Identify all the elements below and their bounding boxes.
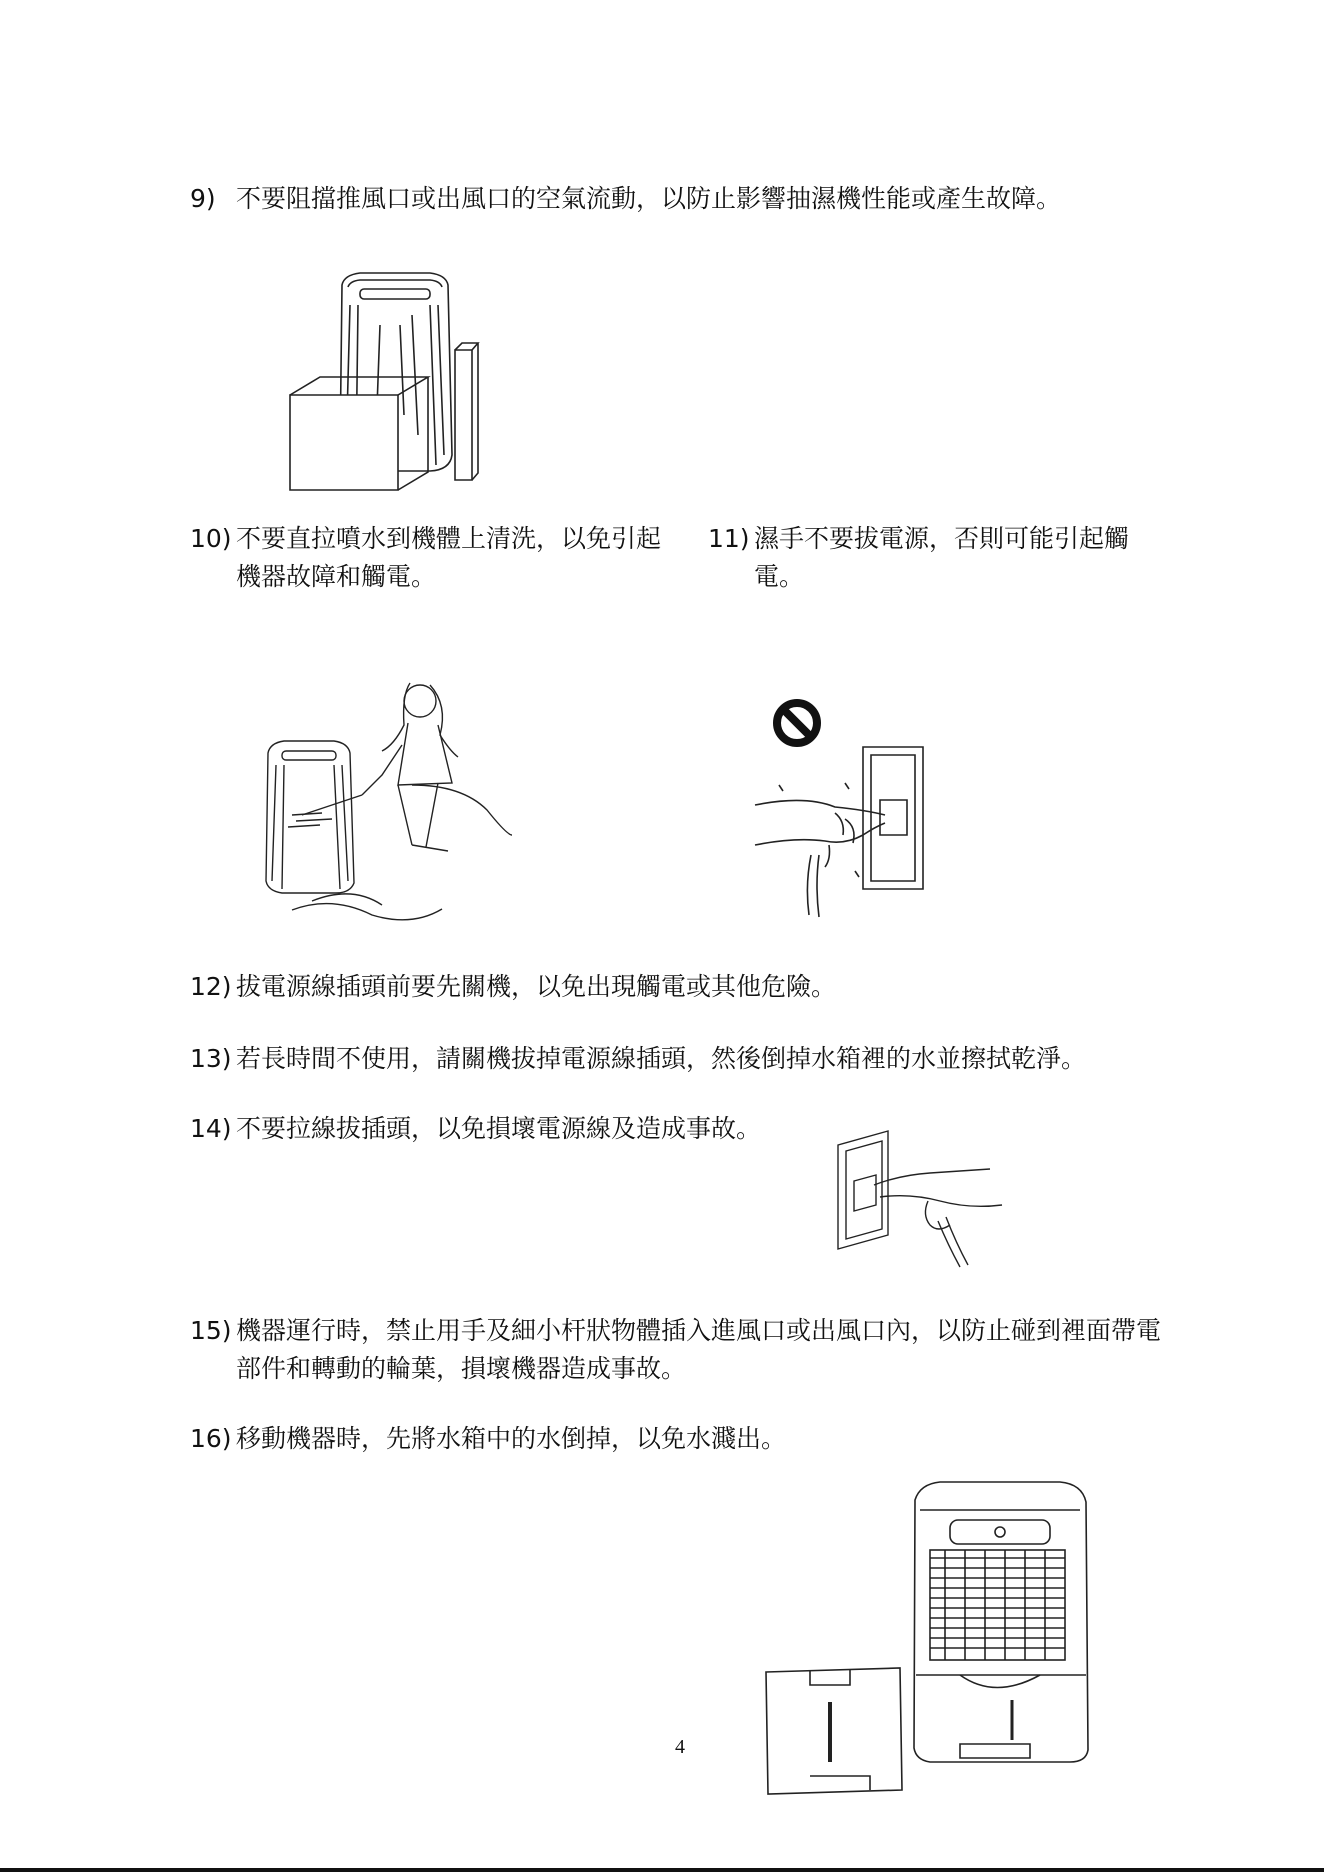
page-number: 4 [675, 1736, 685, 1758]
item-number: 9) [190, 184, 216, 213]
item-number: 10) [190, 524, 232, 553]
item-text: 移動機器時，先將水箱中的水倒掉，以免水濺出。 [236, 1424, 787, 1453]
item-number: 13) [190, 1044, 232, 1073]
item-number: 15) [190, 1316, 232, 1345]
item-text: 濕手不要拔電源，否則可能引起觸電。 [754, 524, 1130, 591]
item-text: 若長時間不使用，請關機拔掉電源線插頭，然後倒掉水箱裡的水並擦拭乾淨。 [236, 1044, 1087, 1073]
water-tank-illustration [760, 1480, 1090, 1795]
item-text: 不要直拉噴水到機體上清洗，以免引起機器故障和觸電。 [236, 524, 662, 591]
item-number: 12) [190, 972, 232, 1001]
item-number: 16) [190, 1424, 232, 1453]
item-text: 拔電源線插頭前要先關機，以免出現觸電或其他危險。 [236, 972, 837, 1001]
item-text: 機器運行時，禁止用手及細小杆狀物體插入進風口或出風口內，以防止碰到裡面帶電部件和轉動的輪葉，損壞機器造成事故。 [236, 1316, 1162, 1383]
pull-cord-illustration [830, 1125, 1010, 1270]
item-number: 11) [708, 524, 750, 553]
blocked-airflow-illustration [280, 265, 500, 505]
water-spray-illustration [262, 665, 537, 925]
item-text: 不要阻擋推風口或出風口的空氣流動，以防止影響抽濕機性能或產生故障。 [236, 184, 1062, 213]
item-text: 不要拉線拔插頭，以免損壞電源線及造成事故。 [236, 1114, 762, 1143]
bottom-border [0, 1868, 1324, 1872]
item-number: 14) [190, 1114, 232, 1143]
wet-hand-plug-illustration [745, 695, 935, 925]
